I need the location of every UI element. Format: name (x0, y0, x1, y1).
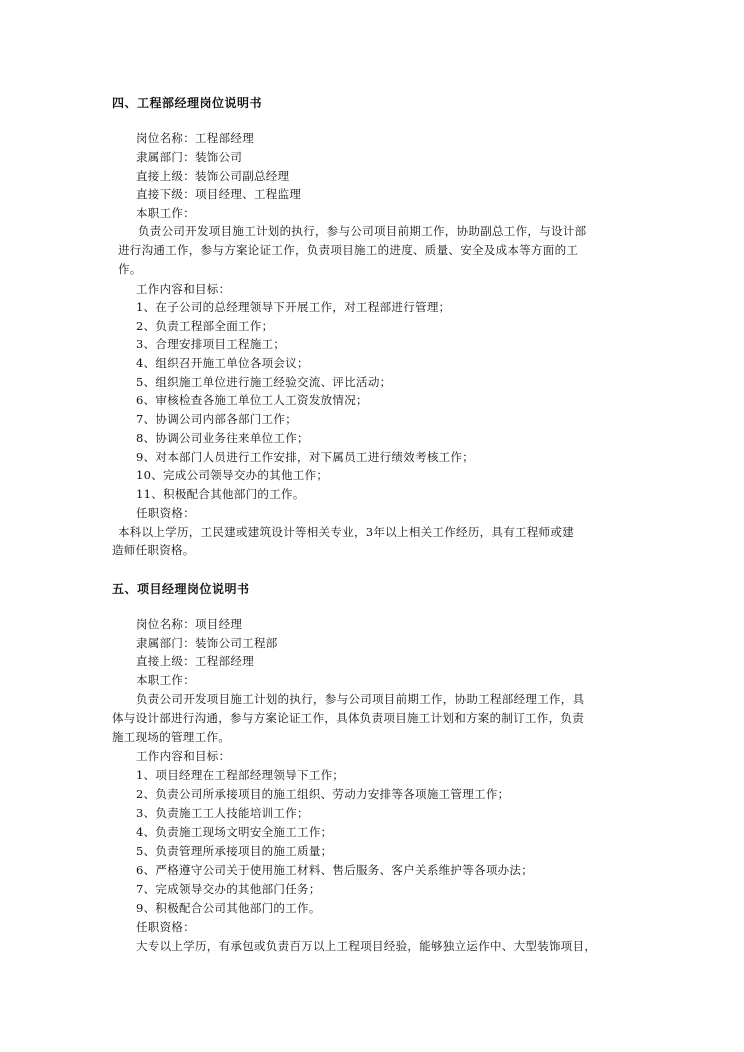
section5-item: 3、负责施工工人技能培训工作； (136, 806, 309, 820)
section5-item: 5、负责管理所承接项目的施工质量； (136, 844, 333, 858)
section5-position-name: 岗位名称：项目经理 (136, 617, 243, 631)
section5-title: 五、项目经理岗位说明书 (112, 582, 250, 596)
section4-superior: 直接上级：装饰公司副总经理 (136, 169, 290, 183)
section4-subordinate: 直接下级：项目经理、工程监理 (136, 187, 302, 201)
section5-department: 隶属部门：装饰公司工程部 (136, 636, 278, 650)
section4-item: 8、协调公司业务往来单位工作； (136, 431, 309, 445)
section5-duties-text-1: 负责公司开发项目施工计划的执行，参与公司项目前期工作，协助工程部经理工作，具 (136, 692, 585, 706)
section5-item: 7、完成领导交办的其他部门任务； (136, 882, 321, 896)
section4-qualification-text-1: 本科以上学历，工民建或建筑设计等相关专业，3年以上相关工作经历，具有工程师或建 (118, 525, 575, 539)
section5-superior: 直接上级：工程部经理 (136, 654, 254, 668)
section4-item: 4、组织召开施工单位各项会议； (136, 356, 309, 370)
section4-duties-text-1: 负责公司开发项目施工计划的执行，参与公司项目前期工作，协助副总工作，与设计部 (138, 224, 587, 238)
section5-content-label: 工作内容和目标： (136, 749, 231, 763)
section4-position-name: 岗位名称：工程部经理 (136, 131, 254, 145)
section5-item: 4、负责施工现场文明安全施工工作； (136, 825, 333, 839)
section5-item: 2、负责公司所承接项目的施工组织、劳动力安排等各项施工管理工作； (136, 787, 510, 801)
section5-duties-text-2: 体与设计部进行沟通，参与方案论证工作，具体负责项目施工计划和方案的制订工作，负责 (112, 711, 584, 725)
section4-item: 6、审核检查各施工单位工人工资发放情况； (136, 393, 368, 407)
section4-item: 1、在子公司的总经理领导下开展工作，对工程部进行管理； (136, 300, 451, 314)
section4-item: 9、对本部门人员进行工作安排，对下属员工进行绩效考核工作； (136, 450, 475, 464)
section4-item: 10、完成公司领导交办的其他工作； (136, 468, 329, 482)
section4-item: 2、负责工程部全面工作； (136, 319, 274, 333)
section5-item: 6、严格遵守公司关于使用施工材料、售后服务、客户关系维护等各项办法； (136, 863, 534, 877)
section5-duties-label: 本职工作： (136, 673, 195, 687)
section4-title: 四、工程部经理岗位说明书 (112, 96, 263, 110)
section5-duties-text-3: 施工现场的管理工作。 (112, 730, 230, 744)
section5-item: 1、项目经理在工程部经理领导下工作； (136, 768, 345, 782)
section4-item: 3、合理安排项目工程施工； (136, 337, 286, 351)
section4-qualification-label: 任职资格： (136, 506, 195, 520)
section4-item: 7、协调公司内部各部门工作； (136, 412, 298, 426)
section4-department: 隶属部门：装饰公司 (136, 150, 243, 164)
section4-duties-text-2: 进行沟通工作，参与方案论证工作，负责项目施工的进度、质量、安全及成本等方面的工 (118, 243, 579, 257)
section4-duties-label: 本职工作： (136, 206, 195, 220)
section5-item: 9、积极配合公司其他部门的工作。 (136, 901, 321, 915)
section4-item: 11、积极配合其他部门的工作。 (136, 487, 305, 501)
section4-item: 5、组织施工单位进行施工经验交流、评比活动； (136, 375, 392, 389)
section4-qualification-text-2: 造师任职资格。 (112, 543, 195, 557)
section5-qualification-label: 任职资格： (136, 920, 195, 934)
section5-qualification-text-1: 大专以上学历，有承包或负责百万以上工程项目经验，能够独立运作中、大型装饰项目， (136, 939, 597, 953)
section4-content-label: 工作内容和目标： (136, 282, 231, 296)
section4-duties-text-3: 作。 (118, 262, 142, 276)
